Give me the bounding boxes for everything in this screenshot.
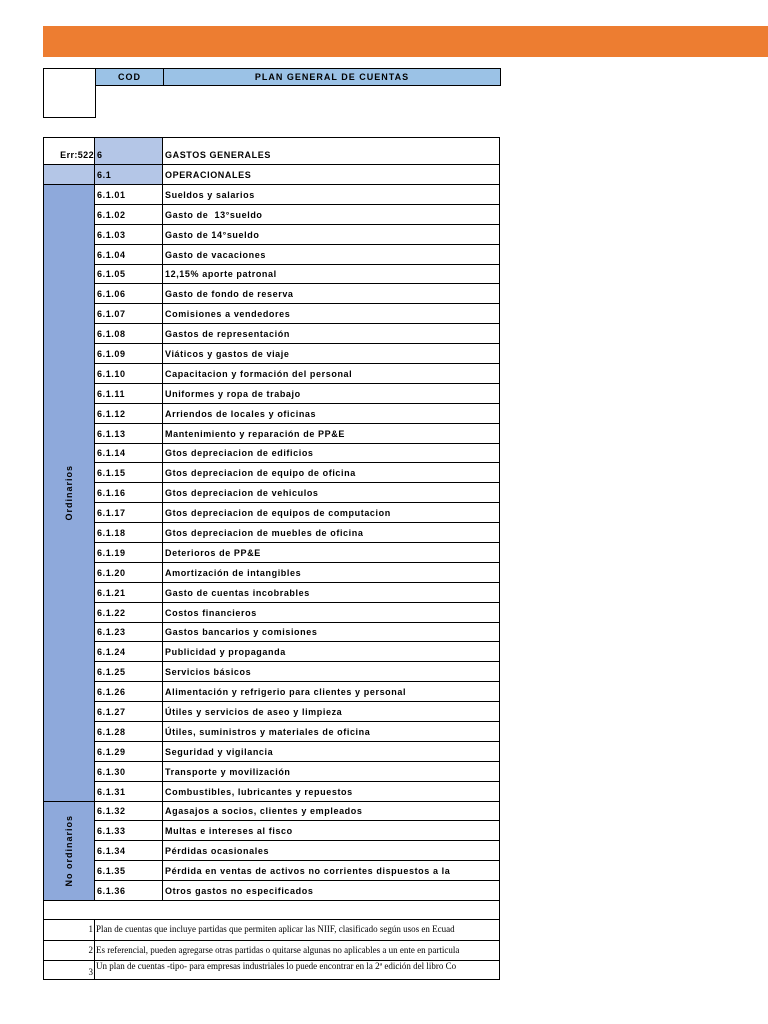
account-name: Pérdida en ventas de activos no corrientes dispuestos a la: [163, 861, 500, 881]
account-name: Gtos depreciacion de equipo de oficina: [163, 463, 500, 483]
account-name: Amortización de intangibles: [163, 563, 500, 583]
account-code: 6.1.28: [95, 722, 163, 742]
note-text: Es referencial, pueden agregarse otras partidas o quitarse algunas no aplicables a un ente en particula: [95, 941, 500, 961]
section-label: No ordinarios: [63, 814, 74, 887]
account-name: Publicidad y propaganda: [163, 642, 500, 662]
section-cell: [44, 802, 95, 901]
account-name: Útiles, suministros y materiales de oficina: [163, 722, 500, 742]
account-name: Gtos depreciacion de vehiculos: [163, 483, 500, 503]
account-name: Gtos depreciacion de edificios: [163, 444, 500, 464]
section-cell: [44, 185, 95, 802]
account-code: 6.1.02: [95, 205, 163, 225]
account-code: 6.1.24: [95, 642, 163, 662]
account-name: Deterioros de PP&E: [163, 543, 500, 563]
account-name: Combustibles, lubricantes y repuestos: [163, 782, 500, 802]
account-code: 6.1.15: [95, 463, 163, 483]
account-name: Alimentación y refrigerio para clientes y personal: [163, 682, 500, 702]
account-code: 6.1.05: [95, 265, 163, 285]
account-code: 6.1.26: [95, 682, 163, 702]
account-name: Seguridad y vigilancia: [163, 742, 500, 762]
account-code: 6.1.31: [95, 782, 163, 802]
accounts-table: [43, 137, 500, 980]
account-code: 6.1.19: [95, 543, 163, 563]
error-marker-cell: Err:522: [44, 138, 95, 165]
account-code: 6.1.16: [95, 483, 163, 503]
account-name: Gasto de fondo de reserva: [163, 284, 500, 304]
account-code: 6.1.13: [95, 424, 163, 444]
account-code: 6.1.33: [95, 821, 163, 841]
account-code: 6.1.27: [95, 702, 163, 722]
column-header-title: PLAN GENERAL DE CUENTAS: [163, 68, 501, 86]
account-name: Útiles y servicios de aseo y limpieza: [163, 702, 500, 722]
note-number: 1: [44, 920, 95, 941]
account-code: 6.1.36: [95, 881, 163, 901]
account-name: OPERACIONALES: [163, 165, 500, 185]
account-name: Gasto de 14°sueldo: [163, 225, 500, 245]
account-code: 6.1.17: [95, 503, 163, 523]
account-code: 6.1.04: [95, 245, 163, 265]
note-text: Un plan de cuentas -tipo- para empresas industriales lo puede encontrar en la 2ª edición del libro Co: [95, 961, 500, 980]
account-name: Gtos depreciacion de equipos de computacion: [163, 503, 500, 523]
account-name: Multas e intereses al fisco: [163, 821, 500, 841]
account-code: 6.1.09: [95, 344, 163, 364]
account-name: Pérdidas ocasionales: [163, 841, 500, 861]
account-code: 6.1.12: [95, 404, 163, 424]
group-left-cell: [44, 165, 95, 185]
note-number: 2: [44, 941, 95, 961]
spacer-row: [44, 901, 500, 920]
account-code: 6.1.06: [95, 284, 163, 304]
account-name: GASTOS GENERALES: [163, 138, 500, 165]
column-header-code: COD: [95, 68, 164, 86]
account-name: 12,15% aporte patronal: [163, 265, 500, 285]
account-code: 6.1.03: [95, 225, 163, 245]
account-code: 6.1.34: [95, 841, 163, 861]
note-number: 3: [44, 961, 95, 980]
account-code: 6.1.22: [95, 603, 163, 623]
account-code: 6: [95, 138, 163, 165]
account-code: 6.1: [95, 165, 163, 185]
account-name: Gasto de cuentas incobrables: [163, 583, 500, 603]
account-name: Uniformes y ropa de trabajo: [163, 384, 500, 404]
account-name: Arriendos de locales y oficinas: [163, 404, 500, 424]
account-name: Transporte y movilización: [163, 762, 500, 782]
account-name: Gastos de representación: [163, 324, 500, 344]
account-name: Costos financieros: [163, 603, 500, 623]
account-name: Sueldos y salarios: [163, 185, 500, 205]
account-code: 6.1.11: [95, 384, 163, 404]
account-code: 6.1.14: [95, 444, 163, 464]
account-name: Otros gastos no especificados: [163, 881, 500, 901]
account-name: Servicios básicos: [163, 662, 500, 682]
account-code: 6.1.29: [95, 742, 163, 762]
account-name: Capacitacion y formación del personal: [163, 364, 500, 384]
account-code: 6.1.07: [95, 304, 163, 324]
header-corner-box: [43, 68, 96, 118]
account-name: Comisiones a vendedores: [163, 304, 500, 324]
account-code: 6.1.30: [95, 762, 163, 782]
account-name: Mantenimiento y reparación de PP&E: [163, 424, 500, 444]
account-code: 6.1.10: [95, 364, 163, 384]
account-code: 6.1.21: [95, 583, 163, 603]
account-name: Gasto de 13°sueldo: [163, 205, 500, 225]
account-code: 6.1.08: [95, 324, 163, 344]
top-banner: [43, 26, 768, 57]
account-name: Gasto de vacaciones: [163, 245, 500, 265]
account-code: 6.1.18: [95, 523, 163, 543]
account-name: Viáticos y gastos de viaje: [163, 344, 500, 364]
section-label: Ordinarios: [63, 465, 74, 521]
account-name: Gastos bancarios y comisiones: [163, 623, 500, 643]
account-name: Gtos depreciacion de muebles de oficina: [163, 523, 500, 543]
account-code: 6.1.01: [95, 185, 163, 205]
account-code: 6.1.25: [95, 662, 163, 682]
account-name: Agasajos a socios, clientes y empleados: [163, 802, 500, 822]
note-text: Plan de cuentas que incluye partidas que permiten aplicar las NIIF, clasificado según usos en Ecuad: [95, 920, 500, 941]
account-code: 6.1.35: [95, 861, 163, 881]
account-code: 6.1.32: [95, 802, 163, 822]
account-code: 6.1.20: [95, 563, 163, 583]
account-code: 6.1.23: [95, 623, 163, 643]
